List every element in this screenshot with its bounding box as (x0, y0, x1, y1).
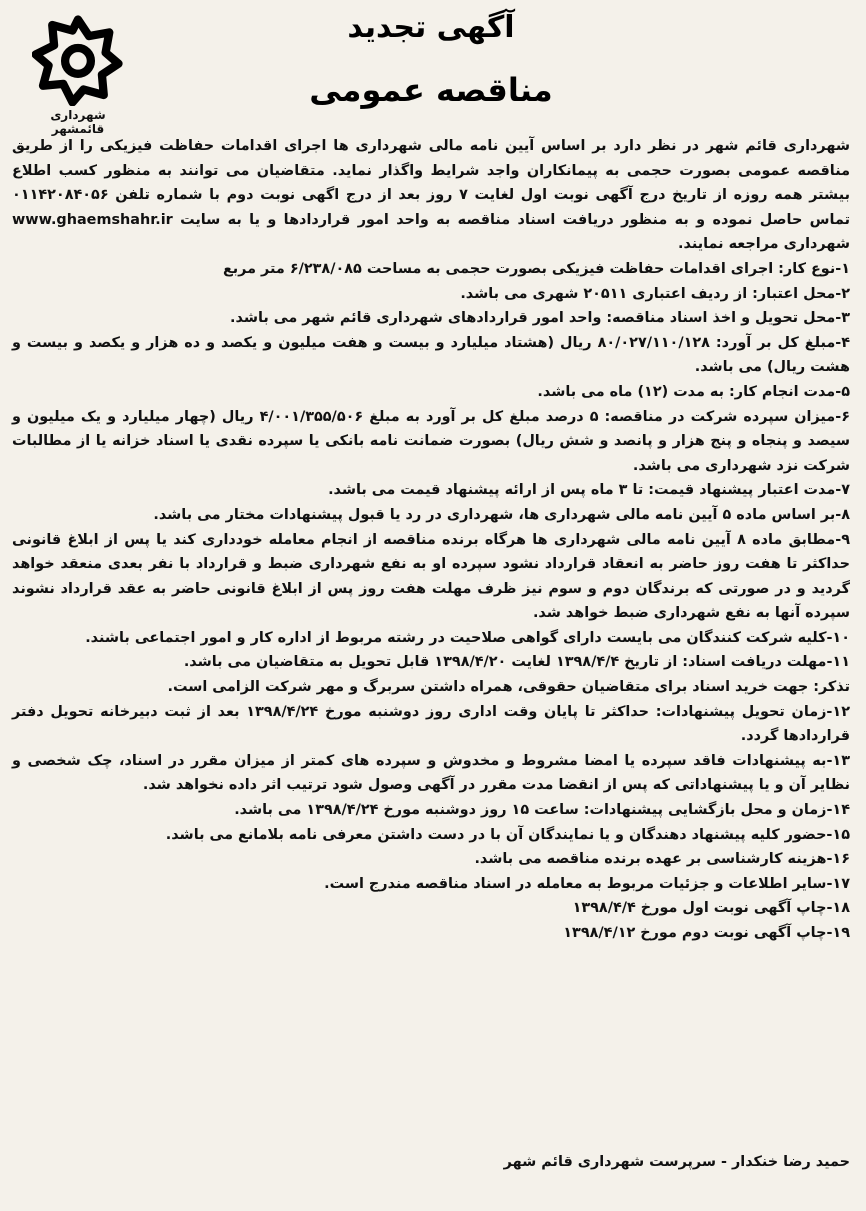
notice-item: ۴-مبلغ کل بر آورد: ۸۰/۰۲۷/۱۱۰/۱۲۸ ریال (هشتاد میلیارد و بیست و هفت میلیون و یکصد و ده هزار و یکصد و بیست و هشت ریال) می باشد. (12, 334, 850, 376)
notice-item: ۱۹-چاپ آگهی نوبت دوم مورخ ۱۳۹۸/۴/۱۲ (563, 925, 850, 941)
notice-item: ۱۷-سایر اطلاعات و جزئیات مربوط به معامله در اسناد مناقصه مندرج است. (324, 875, 850, 892)
notice-item: ۳-محل تحویل و اخذ اسناد مناقصه: واحد امور قراردادهای شهرداری قائم شهر می باشد. (230, 310, 850, 327)
notice-item: ۵-مدت انجام کار: به مدت (۱۲) ماه می باشد. (537, 383, 850, 400)
notice-header (12, 0, 850, 136)
notice-item: ۱-نوع کار: اجرای اقدامات حفاظت فیزیکی بصورت حجمی به مساحت ۶/۲۳۸/۰۸۵ متر مربع (222, 260, 850, 277)
notice-item: ۱۸-چاپ آگهی نوبت اول مورخ ۱۳۹۸/۴/۴ (572, 900, 850, 917)
notice-item: ۹-مطابق ماده ۸ آیین نامه مالی شهرداری ها هرگاه برنده مناقصه از انجام معامله خودداری کند یا پس از ابلاغ قانونی حداکثر تا هفت روز حاضر به انعقاد قرارداد نشود سپرده او به نفع شهرداری ضبط و قرارداد با نفر بعدی منعقد خواهد گردید و در صورتی که برندگان دوم و سوم نیز ظرف مهلت هفت روز پس از ابلاغ قانونی حاضر به عقد قرارداد نشوند سپرده آنها به نفع شهرداری ضبط خواهد شد. (12, 531, 850, 622)
notice-item: ۷-مدت اعتبار پیشنهاد قیمت: تا ۳ ماه پس از ارائه پیشنهاد قیمت می باشد. (328, 482, 850, 499)
notice-item: ۸-بر اساس ماده ۵ آیین نامه مالی شهرداری ها، شهرداری در رد یا قبول پیشنهادات مختار می باشد. (153, 506, 850, 523)
notice-item: ۶-میزان سپرده شرکت در مناقصه: ۵ درصد مبلغ کل بر آورد به مبلغ ۴/۰۰۱/۳۵۵/۵۰۶ ریال (چهار میلیارد و یک میلیون و سیصد و پنجاه و پنج هزار و پانصد و شش ریال) بصورت ضمانت نامه بانکی یا سپرده نقدی یا اسناد خزانه یا از مطالبات شرکت نزد شهرداری می باشد. (12, 408, 850, 474)
notice-item: ۱۳-به پیشنهادات فاقد سپرده یا امضا مشروط و مخدوش و سپرده های کمتر از میزان مقرر در اسناد، چک شخصی و نظایر آن و یا پیشنهاداتی که پس از انقضا مدت مقرر در آگهی وصول شود ترتیب اثر داده نخواهد شد. (12, 752, 850, 794)
notice-item: ۱۱-مهلت دریافت اسناد: از تاریخ ۱۳۹۸/۴/۴ لغایت ۱۳۹۸/۴/۲۰ قابل تحویل به متقاضیان می باشد. (183, 654, 850, 671)
notice-item: ۲-محل اعتبار: از ردیف اعتباری ۲۰۵۱۱ شهری می باشد. (460, 285, 850, 302)
municipality-logo (30, 14, 126, 136)
notice-signature: حمید رضا خنکدار - سرپرست شهرداری قائم شهر (503, 1154, 850, 1170)
notice-note: تذکر: جهت خرید اسناد برای متقاضیان حقوقی، همراه داشتن سربرگ و مهر شرکت الزامی است. (167, 679, 850, 696)
municipality-knot-logo-icon (32, 14, 124, 106)
notice-body (12, 134, 850, 946)
logo-caption: شهرداری قائمشهر (50, 108, 106, 136)
notice-intro-paragraph: شهرداری قائم شهر در نظر دارد بر اساس آیین نامه مالی شهرداری ها اجرای اقدامات حفاظت فیزیکی را از طریق مناقصه عمومی بصورت حجمی به پیمانکاران واجد شرایط واگذار نماید. متقاضیان می توانند به منظور کسب اطلاع بیشتر همه روزه از تاریخ درج آگهی نوبت اول لغایت ۷ روز بعد از درج اگهی نوبت دوم با شماره تلفن ۰۱۱۴۲۰۸۴۰۵۶ تماس حاصل نموده و به منظور دریافت اسناد مناقصه به واحد امور قراردادها و یا به سایت www.ghaemshahr.ir شهرداری مراجعه نمایند. (12, 138, 850, 253)
notice-item: ۱۶-هزینه کارشناسی بر عهده برنده مناقصه می باشد. (474, 851, 850, 868)
notice-item: ۱۰-کلیه شرکت کنندگان می بایست دارای گواهی صلاحیت در رشته مربوط از اداره کار و امور اجتماعی باشند. (85, 629, 850, 646)
notice-item: ۱۵-حضور کلیه پیشنهاد دهندگان و یا نمایندگان آن با در دست داشتن معرفی نامه بلامانع می باشد. (165, 826, 850, 843)
notice-item: ۱۲-زمان تحویل پیشنهادات: حداکثر تا پایان وقت اداری روز دوشنبه مورخ ۱۳۹۸/۴/۲۴ بعد از ثبت دبیرخانه تحویل دفتر قراردادها گردد. (12, 703, 850, 745)
notice-title-public-tender: مناقصه عمومی (309, 71, 553, 109)
notice-title-renewal: آگهی تجدید (347, 10, 515, 45)
notice-item: ۱۴-زمان و محل بازگشایی پیشنهادات: ساعت ۱۵ روز دوشنبه مورخ ۱۳۹۸/۴/۲۴ می باشد. (234, 802, 850, 819)
